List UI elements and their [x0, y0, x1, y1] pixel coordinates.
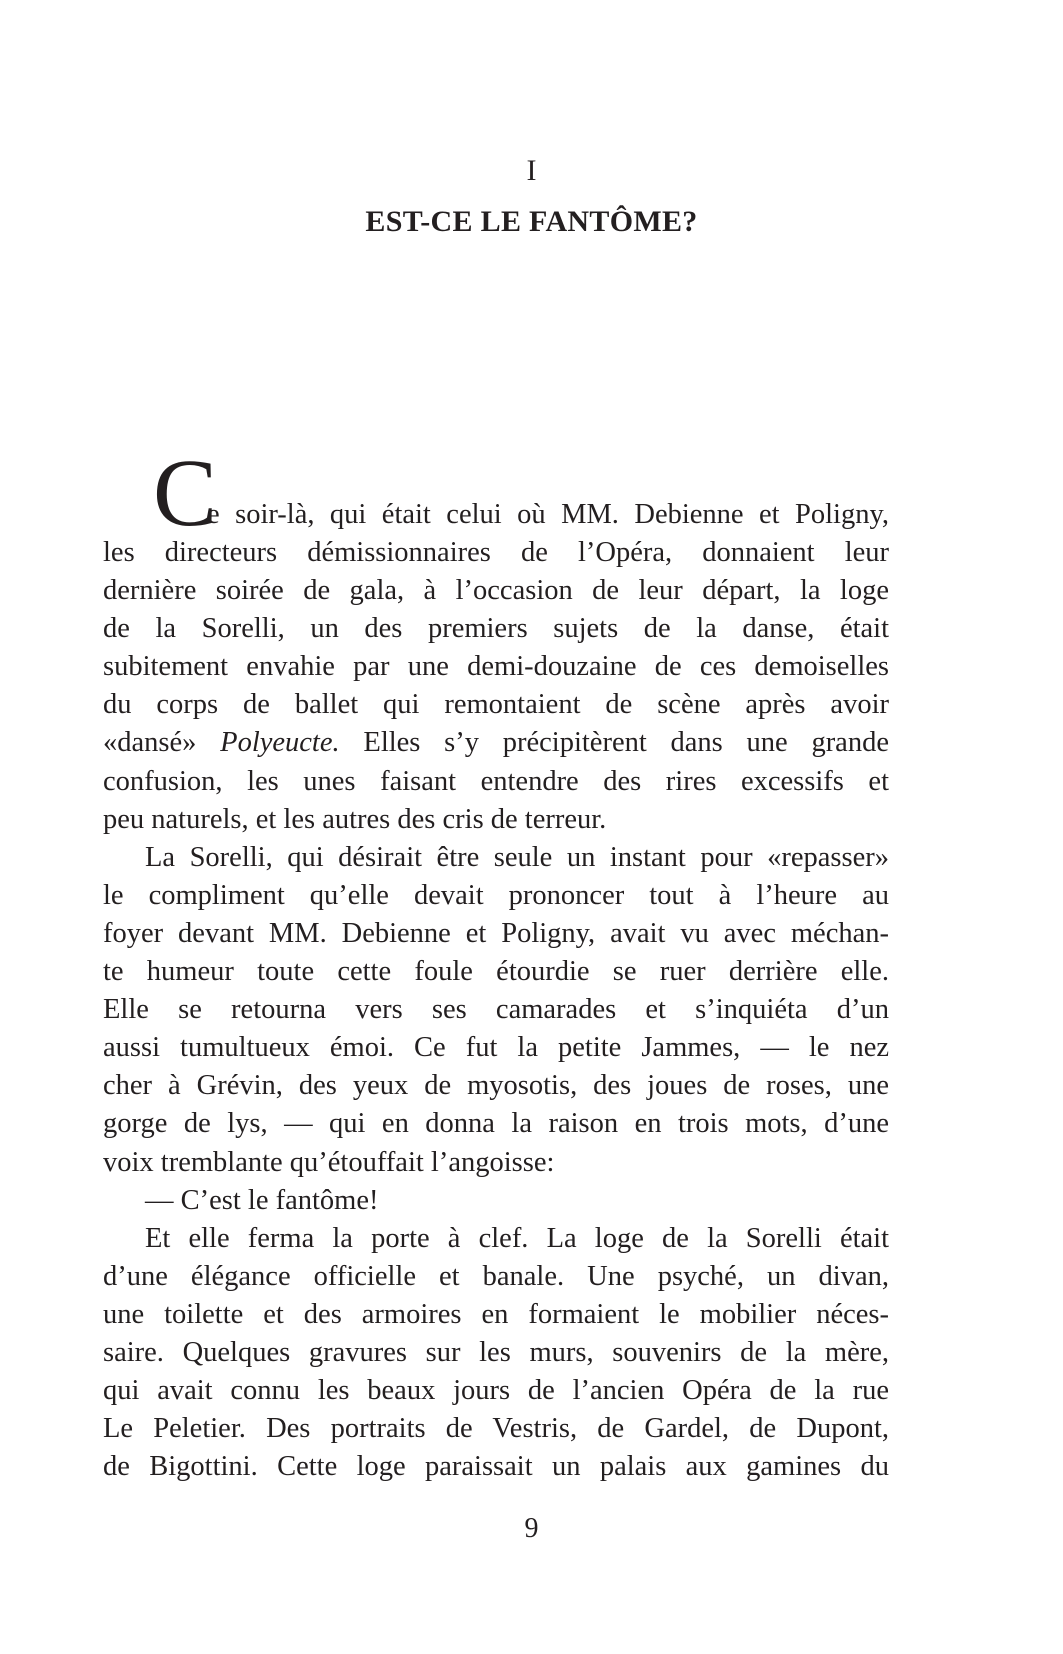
text-line: voix tremblante qu’étouffait l’angoisse:	[103, 1146, 555, 1178]
text-line: de Bigottini. Cette loge paraissait un palais aux gamines du	[103, 1451, 889, 1483]
chapter-number: I	[526, 154, 537, 187]
text-line: de la Sorelli, un des premiers sujets de la danse, était	[103, 613, 889, 645]
text-line: qui avait connu les beaux jours de l’ancien Opéra de la rue	[103, 1375, 889, 1407]
text-line: e soir-là, qui était celui où MM. Debienne et Poligny,	[207, 499, 889, 530]
text-line: Et elle ferma la porte à clef. La loge de la Sorelli était	[145, 1222, 889, 1254]
text-line: le compliment qu’elle devait prononcer tout à l’heure au	[103, 879, 889, 911]
text-line: La Sorelli, qui désirait être seule un instant pour «repasser»	[145, 841, 889, 873]
opening-line	[103, 439, 889, 546]
text-line: te humeur toute cette foule étourdie se ruer derrière elle.	[103, 956, 889, 988]
text-line: aussi tumultueux émoi. Ce fut la petite Jammes, — le nez	[103, 1032, 889, 1064]
drop-cap: C	[153, 439, 218, 546]
text-fragment: Elles s’y précipitèrent dans une grande	[339, 727, 889, 759]
text-line: les directeurs démissionnaires de l’Opéra, donnaient leur	[103, 537, 889, 568]
text-line: gorge de lys, — qui en donna la raison en trois mots, d’une	[103, 1108, 889, 1140]
dialogue-line: — C’est le fantôme!	[145, 1184, 379, 1216]
text-line: Le Peletier. Des portraits de Vestris, de Gardel, de Dupont,	[103, 1413, 889, 1445]
chapter-title: EST-CE LE FANTÔME?	[365, 205, 698, 238]
text-line: Elle se retourna vers ses camarades et s’inquiéta d’un	[103, 994, 889, 1026]
text-line: d’une élégance officielle et banale. Une psyché, un divan,	[103, 1260, 889, 1292]
italic-title: Polyeucte.	[220, 727, 340, 759]
text-line: dernière soirée de gala, à l’occasion de leur départ, la loge	[103, 575, 889, 607]
text-line: saire. Quelques gravures sur les murs, souvenirs de la mère,	[103, 1336, 889, 1368]
text-line: confusion, les unes faisant entendre des rires excessifs et	[103, 765, 889, 797]
text-line: cher à Grévin, des yeux de myosotis, des joues de roses, une	[103, 1070, 889, 1102]
text-line: foyer devant MM. Debienne et Poligny, avait vu avec méchan-	[103, 917, 889, 949]
page-number: 9	[524, 1513, 539, 1544]
chapter-body	[103, 439, 889, 1486]
text-fragment: «dansé»	[103, 727, 221, 759]
text-line-with-italic	[103, 724, 889, 762]
text-line: une toilette et des armoires en formaient le mobilier néces-	[103, 1298, 889, 1330]
text-line: subitement envahie par une demi-douzaine de ces demoiselles	[103, 651, 889, 683]
text-line: peu naturels, et les autres des cris de terreur.	[103, 803, 607, 835]
text-line: du corps de ballet qui remontaient de scène après avoir	[103, 689, 889, 721]
